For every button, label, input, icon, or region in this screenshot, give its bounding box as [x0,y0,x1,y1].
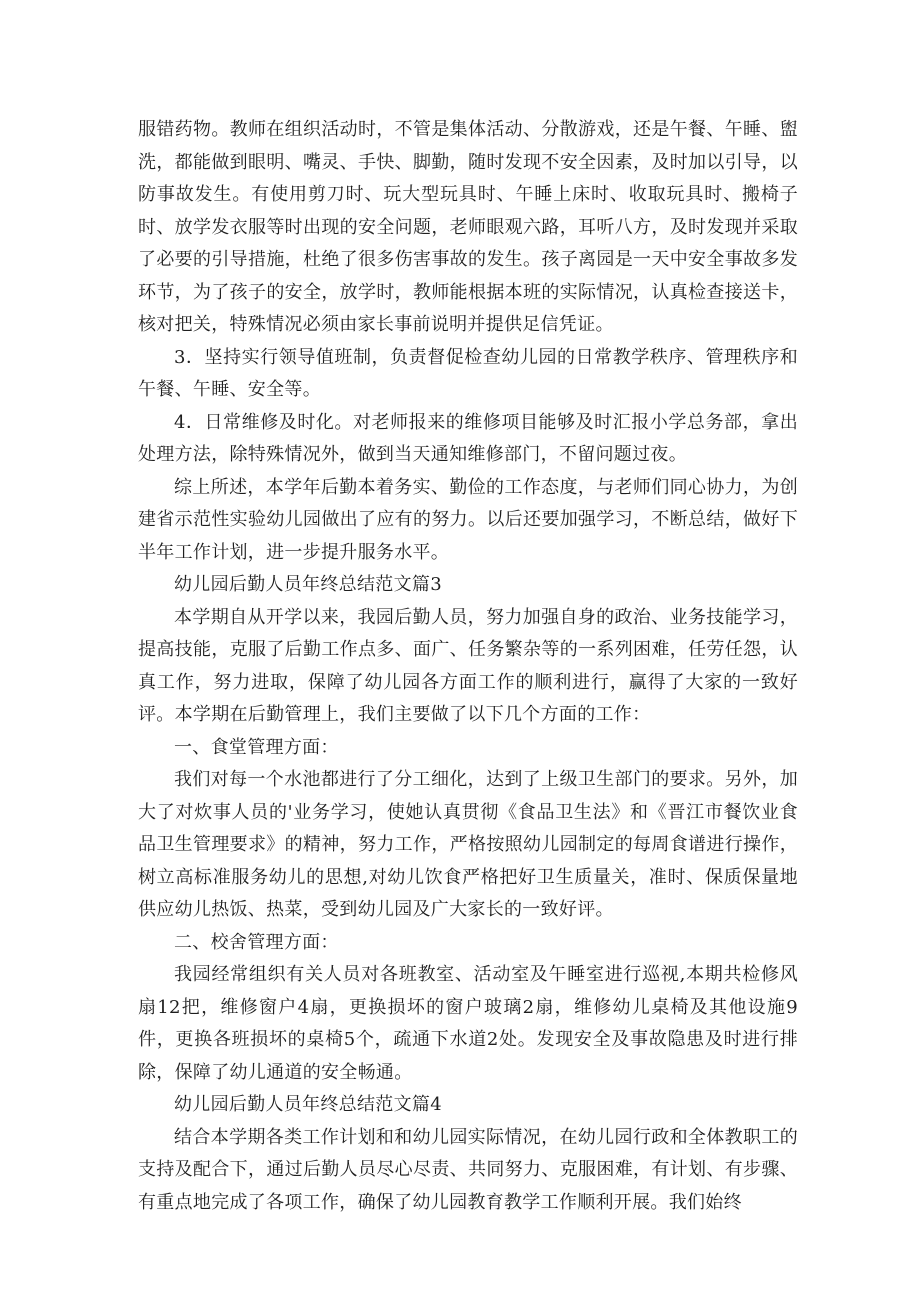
subheading-canteen: 一、食堂管理方面： [174,736,339,758]
paragraph-item-4: 4．日常维修及时化。对老师报来的维修项目能够及时汇报小学总务部，拿出处理方法，除特殊情况外，做到当天通知维修部门，不留问题过夜。 [138,411,798,465]
document-body [138,114,798,1219]
paragraph-summary: 综上所述，本学年后勤本着务实、勤俭的工作态度，与老师们同心协力，为创建省示范性实验幼儿园做出了应有的努力。以后还要加强学习，不断总结，做好下半年工作计划，进一步提升服务水平。 [138,476,798,563]
paragraph-buildings: 我园经常组织有关人员对各班教室、活动室及午睡室进行巡视,本期共检修风扇12把，维修窗户4扇，更换损坏的窗户玻璃2扇，维修幼儿桌椅及其他设施9件，更换各班损坏的桌椅5个，疏通下水道2处。发现安全及事故隐患及时进行排除，保障了幼儿通道的安全畅通。 [138,964,798,1083]
paragraph-intro-4: 结合本学期各类工作计划和和幼儿园实际情况，在幼儿园行政和全体教职工的支持及配合下，通过后勤人员尽心尽责、共同努力、克服困难，有计划、有步骤、有重点地完成了各项工作，确保了幼儿园教育教学工作顺利开展。我们始终 [138,1126,798,1213]
section-heading-3: 幼儿园后勤人员年终总结范文篇3 [174,574,442,595]
paragraph-intro-3: 本学期自从开学以来，我园后勤人员，努力加强自身的政治、业务技能学习，提高技能，克服了后勤工作点多、面广、任务繁杂等的一系列困难，任劳任怨，认真工作，努力进取，保障了幼儿园各方面工作的顺利进行，赢得了大家的一致好评。本学期在后勤管理上，我们主要做了以下几个方面的工作： [138,606,798,725]
paragraph-continued: 服错药物。教师在组织活动时，不管是集体活动、分散游戏，还是午餐、午睡、盥洗，都能做到眼明、嘴灵、手快、脚勤，随时发现不安全因素，及时加以引导，以防事故发生。有使用剪刀时、玩大型玩具时、午睡上床时、收取玩具时、搬椅子时、放学发衣服等时出现的安全问题，老师眼观六路，耳听八方，及时发现并采取了必要的引导措施，杜绝了很多伤害事故的发生。孩子离园是一天中安全事故多发环节，为了孩子的安全，放学时，教师能根据本班的实际情况，认真检查接送卡，核对把关，特殊情况必须由家长事前说明并提供足信凭证。 [138,119,798,335]
paragraph-canteen: 我们对每一个水池都进行了分工细化，达到了上级卫生部门的要求。另外，加大了对炊事人员的'业务学习，使她认真贯彻《食品卫生法》和《晋江市餐饮业食品卫生管理要求》的精神，努力工作，严格按照幼儿园制定的每周食谱进行操作，树立高标准服务幼儿的思想,对幼儿饮食严格把好卫生质量关，准时、保质保量地供应幼儿热饭、热菜，受到幼儿园及广大家长的一致好评。 [138,769,798,920]
section-heading-4: 幼儿园后勤人员年终总结范文篇4 [174,1094,442,1115]
subheading-buildings: 二、校舍管理方面： [174,931,339,953]
paragraph-item-3: 3．坚持实行领导值班制，负责督促检查幼儿园的日常教学秩序、管理秩序和午餐、午睡、安全等。 [138,346,798,400]
